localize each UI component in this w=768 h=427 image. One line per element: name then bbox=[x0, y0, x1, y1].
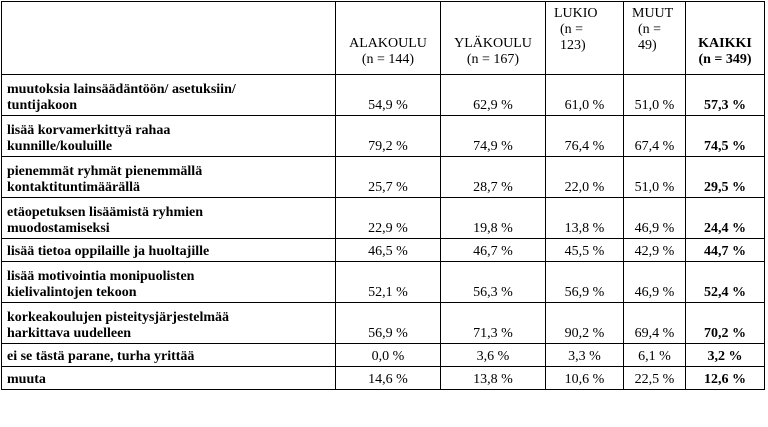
value-cell: 3,6 % bbox=[441, 344, 546, 367]
value-cell: 56,9 % bbox=[336, 303, 441, 344]
table-row bbox=[2, 367, 765, 390]
value-cell: 46,7 % bbox=[441, 239, 546, 262]
total-cell: 74,5 % bbox=[686, 116, 765, 157]
value-cell: 56,3 % bbox=[441, 262, 546, 303]
value-cell: 6,1 % bbox=[624, 344, 686, 367]
value-cell: 19,8 % bbox=[441, 198, 546, 239]
row-label: muutoksia lainsäädäntöön/ asetuksiin/ tuntijakoon bbox=[2, 75, 336, 116]
row-label: lisää tietoa oppilaille ja huoltajille bbox=[2, 239, 336, 262]
value-cell: 62,9 % bbox=[441, 75, 546, 116]
value-cell: 76,4 % bbox=[546, 116, 624, 157]
total-cell: 70,2 % bbox=[686, 303, 765, 344]
row-label: muuta bbox=[2, 367, 336, 390]
value-cell: 25,7 % bbox=[336, 157, 441, 198]
table-row bbox=[2, 239, 765, 262]
value-cell: 42,9 % bbox=[624, 239, 686, 262]
total-cell: 52,4 % bbox=[686, 262, 765, 303]
value-cell: 46,9 % bbox=[624, 262, 686, 303]
row-label: pienemmät ryhmät pienemmällä kontaktituntimäärällä bbox=[2, 157, 336, 198]
row-label: lisää motivointia monipuolisten kielivalintojen tekoon bbox=[2, 262, 336, 303]
row-label: ei se tästä parane, turha yrittää bbox=[2, 344, 336, 367]
total-cell: 44,7 % bbox=[686, 239, 765, 262]
row-label: lisää korvamerkittyä rahaa kunnille/kouluille bbox=[2, 116, 336, 157]
header-alakoulu: ALAKOULU (n = 144) bbox=[336, 2, 441, 75]
header-ylakoulu: YLÄKOULU (n = 167) bbox=[441, 2, 546, 75]
value-cell: 13,8 % bbox=[441, 367, 546, 390]
value-cell: 71,3 % bbox=[441, 303, 546, 344]
value-cell: 45,5 % bbox=[546, 239, 624, 262]
table-row bbox=[2, 262, 765, 303]
value-cell: 52,1 % bbox=[336, 262, 441, 303]
value-cell: 13,8 % bbox=[546, 198, 624, 239]
total-cell: 3,2 % bbox=[686, 344, 765, 367]
header-blank-cell bbox=[2, 2, 336, 75]
survey-results-table bbox=[1, 1, 765, 390]
total-cell: 24,4 % bbox=[686, 198, 765, 239]
table-row bbox=[2, 157, 765, 198]
table-row bbox=[2, 344, 765, 367]
value-cell: 90,2 % bbox=[546, 303, 624, 344]
value-cell: 22,9 % bbox=[336, 198, 441, 239]
value-cell: 0,0 % bbox=[336, 344, 441, 367]
header-muut: MUUT (n = 49) bbox=[624, 2, 686, 75]
value-cell: 54,9 % bbox=[336, 75, 441, 116]
value-cell: 46,9 % bbox=[624, 198, 686, 239]
value-cell: 56,9 % bbox=[546, 262, 624, 303]
value-cell: 46,5 % bbox=[336, 239, 441, 262]
value-cell: 61,0 % bbox=[546, 75, 624, 116]
value-cell: 69,4 % bbox=[624, 303, 686, 344]
table-row bbox=[2, 116, 765, 157]
header-row bbox=[2, 2, 765, 75]
total-cell: 29,5 % bbox=[686, 157, 765, 198]
header-kaikki: KAIKKI (n = 349) bbox=[686, 2, 765, 75]
value-cell: 79,2 % bbox=[336, 116, 441, 157]
value-cell: 22,5 % bbox=[624, 367, 686, 390]
value-cell: 51,0 % bbox=[624, 75, 686, 116]
table-row bbox=[2, 198, 765, 239]
value-cell: 10,6 % bbox=[546, 367, 624, 390]
row-label: etäopetuksen lisäämistä ryhmien muodostamiseksi bbox=[2, 198, 336, 239]
row-label: korkeakoulujen pisteitysjärjestelmää harkittava uudelleen bbox=[2, 303, 336, 344]
value-cell: 14,6 % bbox=[336, 367, 441, 390]
total-cell: 57,3 % bbox=[686, 75, 765, 116]
table-row bbox=[2, 75, 765, 116]
total-cell: 12,6 % bbox=[686, 367, 765, 390]
value-cell: 51,0 % bbox=[624, 157, 686, 198]
value-cell: 3,3 % bbox=[546, 344, 624, 367]
value-cell: 74,9 % bbox=[441, 116, 546, 157]
header-lukio: LUKIO (n = 123) bbox=[546, 2, 624, 75]
value-cell: 67,4 % bbox=[624, 116, 686, 157]
value-cell: 22,0 % bbox=[546, 157, 624, 198]
table-row bbox=[2, 303, 765, 344]
value-cell: 28,7 % bbox=[441, 157, 546, 198]
